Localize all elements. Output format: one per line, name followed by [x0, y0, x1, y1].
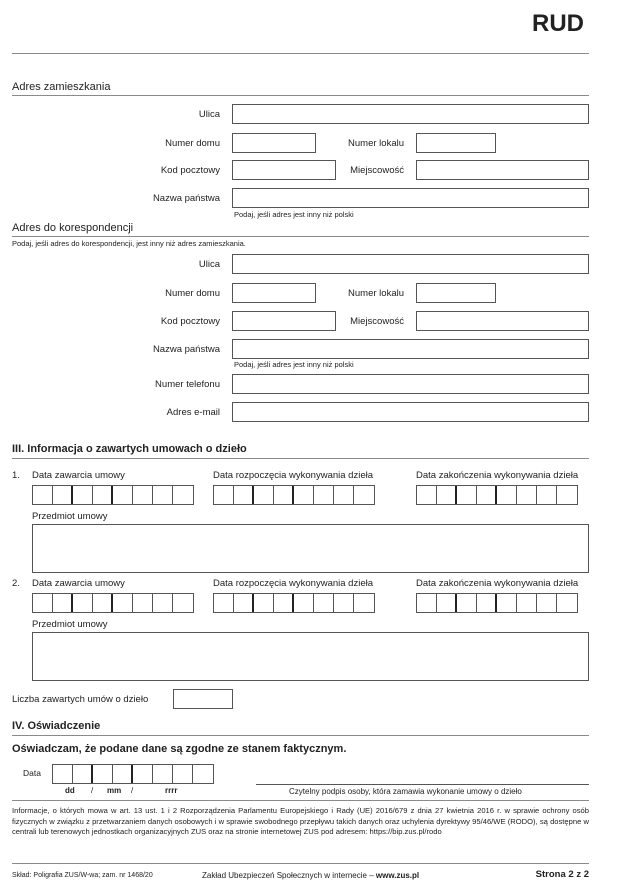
- postal-input[interactable]: [232, 160, 336, 180]
- corr-street-label: Ulica: [198, 259, 220, 270]
- corr-street-input[interactable]: [232, 254, 589, 274]
- corr-apt-no-input[interactable]: [416, 283, 496, 303]
- contract2-date-signed[interactable]: [32, 593, 194, 613]
- contract1-date-end-label: Data zakończenia wykonywania dzieła: [416, 470, 579, 481]
- contract2-num: 2.: [12, 578, 20, 589]
- residence-title: Adres zamieszkania: [12, 81, 111, 93]
- contract1-date-start-label: Data rozpoczęcia wykonywania dzieła: [213, 470, 373, 481]
- section3-title: III. Informacja o zawartych umowach o dzieło: [12, 443, 247, 455]
- org-info: [202, 871, 419, 880]
- phone-input[interactable]: [232, 374, 589, 394]
- correspondence-hint: Podaj, jeśli adres do korespondencji, jest inny niż adres zamieszkania.: [12, 239, 246, 248]
- apt-no-label: Numer lokalu: [348, 138, 404, 149]
- contract1-date-end[interactable]: [416, 485, 578, 505]
- correspondence-title: Adres do korespondencji: [12, 222, 134, 234]
- contract2-subject-input[interactable]: [32, 632, 589, 681]
- statement-date-input[interactable]: [52, 764, 214, 784]
- signature-label: Czytelny podpis osoby, która zamawia wykonanie umowy o dzieło: [289, 787, 522, 796]
- contract1-date-signed[interactable]: [32, 485, 194, 505]
- section4-title: IV. Oświadczenie: [12, 720, 101, 732]
- corr-country-hint: Podaj, jeśli adres jest inny niż polski: [234, 360, 354, 369]
- corr-city-label: Miejscowość: [350, 316, 404, 327]
- form-code: RUD: [532, 10, 584, 37]
- print-info: Skład: Poligrafia ZUS/W-wa; zam. nr 1468/20: [12, 872, 153, 879]
- contract2-date-start[interactable]: [213, 593, 375, 613]
- corr-country-label: Nazwa państwa: [152, 344, 220, 355]
- signature-line: [256, 784, 589, 785]
- city-input[interactable]: [416, 160, 589, 180]
- email-label: Adres e-mail: [166, 407, 220, 418]
- date-mm-hint: mm: [107, 786, 122, 795]
- corr-house-no-label: Numer domu: [165, 288, 220, 299]
- corr-country-input[interactable]: [232, 339, 589, 359]
- apt-no-input[interactable]: [416, 133, 496, 153]
- date-label: Data: [23, 768, 41, 778]
- date-yyyy-hint: rrrr: [165, 786, 178, 795]
- street-label: Ulica: [198, 109, 220, 120]
- page-number: Strona 2 z 2: [535, 869, 589, 880]
- residence-divider: [12, 95, 589, 96]
- contract2-date-signed-label: Data zawarcia umowy: [32, 578, 125, 589]
- city-label: Miejscowość: [350, 165, 404, 176]
- statement-text: Oświadczam, że podane dane są zgodne ze stanem faktycznym.: [12, 743, 347, 755]
- date-dd-hint: dd: [65, 786, 75, 795]
- contract2-date-start-label: Data rozpoczęcia wykonywania dzieła: [213, 578, 373, 589]
- correspondence-divider: [12, 236, 589, 237]
- date-slash-1: /: [91, 786, 94, 795]
- contract-count-input[interactable]: [173, 689, 233, 709]
- corr-postal-label: Kod pocztowy: [160, 316, 220, 327]
- corr-house-no-input[interactable]: [232, 283, 316, 303]
- postal-label: Kod pocztowy: [160, 165, 220, 176]
- footer-divider: [12, 863, 589, 864]
- org-text: Zakład Ubezpieczeń Społecznych w internecie –: [202, 871, 376, 880]
- gdpr-info: Informacje, o których mowa w art. 13 ust. 1 i 2 Rozporządzenia Parlamentu Europejskiego i Rady (UE) 2016/679 z dnia 27 kwietnia 2016 r. w sprawie ochrony osób fizycznych w związku z przetwarzaniem danych osobowych i w sprawie swobodnego przepływu takich danych oraz uchylenia dyrektywy 95/46/WE (RODO), są dostępne w centrali lub terenowych jednostkach organizacyjnych ZUS oraz na stronie internetowej ZUS pod adresem: https://bip.zus.pl/rodo: [12, 806, 589, 836]
- info-divider: [12, 800, 589, 801]
- contract1-num: 1.: [12, 470, 20, 481]
- phone-label: Numer telefonu: [155, 379, 220, 390]
- section3-divider: [12, 458, 589, 459]
- street-input[interactable]: [232, 104, 589, 124]
- contract1-date-start[interactable]: [213, 485, 375, 505]
- contract2-subject-label: Przedmiot umowy: [32, 619, 108, 630]
- header-divider: [12, 53, 589, 54]
- contract1-date-signed-label: Data zawarcia umowy: [32, 470, 125, 481]
- section4-divider: [12, 735, 589, 736]
- corr-city-input[interactable]: [416, 311, 589, 331]
- house-no-label: Numer domu: [165, 138, 220, 149]
- house-no-input[interactable]: [232, 133, 316, 153]
- country-label: Nazwa państwa: [152, 193, 220, 204]
- date-slash-2: /: [131, 786, 134, 795]
- country-hint: Podaj, jeśli adres jest inny niż polski: [234, 210, 354, 219]
- corr-apt-no-label: Numer lokalu: [348, 288, 404, 299]
- contract1-subject-label: Przedmiot umowy: [32, 511, 108, 522]
- contract-count-label: Liczba zawartych umów o dzieło: [12, 694, 149, 705]
- contract2-date-end-label: Data zakończenia wykonywania dzieła: [416, 578, 579, 589]
- email-input[interactable]: [232, 402, 589, 422]
- corr-postal-input[interactable]: [232, 311, 336, 331]
- org-url[interactable]: www.zus.pl: [375, 871, 420, 880]
- contract1-subject-input[interactable]: [32, 524, 589, 573]
- country-input[interactable]: [232, 188, 589, 208]
- contract2-date-end[interactable]: [416, 593, 578, 613]
